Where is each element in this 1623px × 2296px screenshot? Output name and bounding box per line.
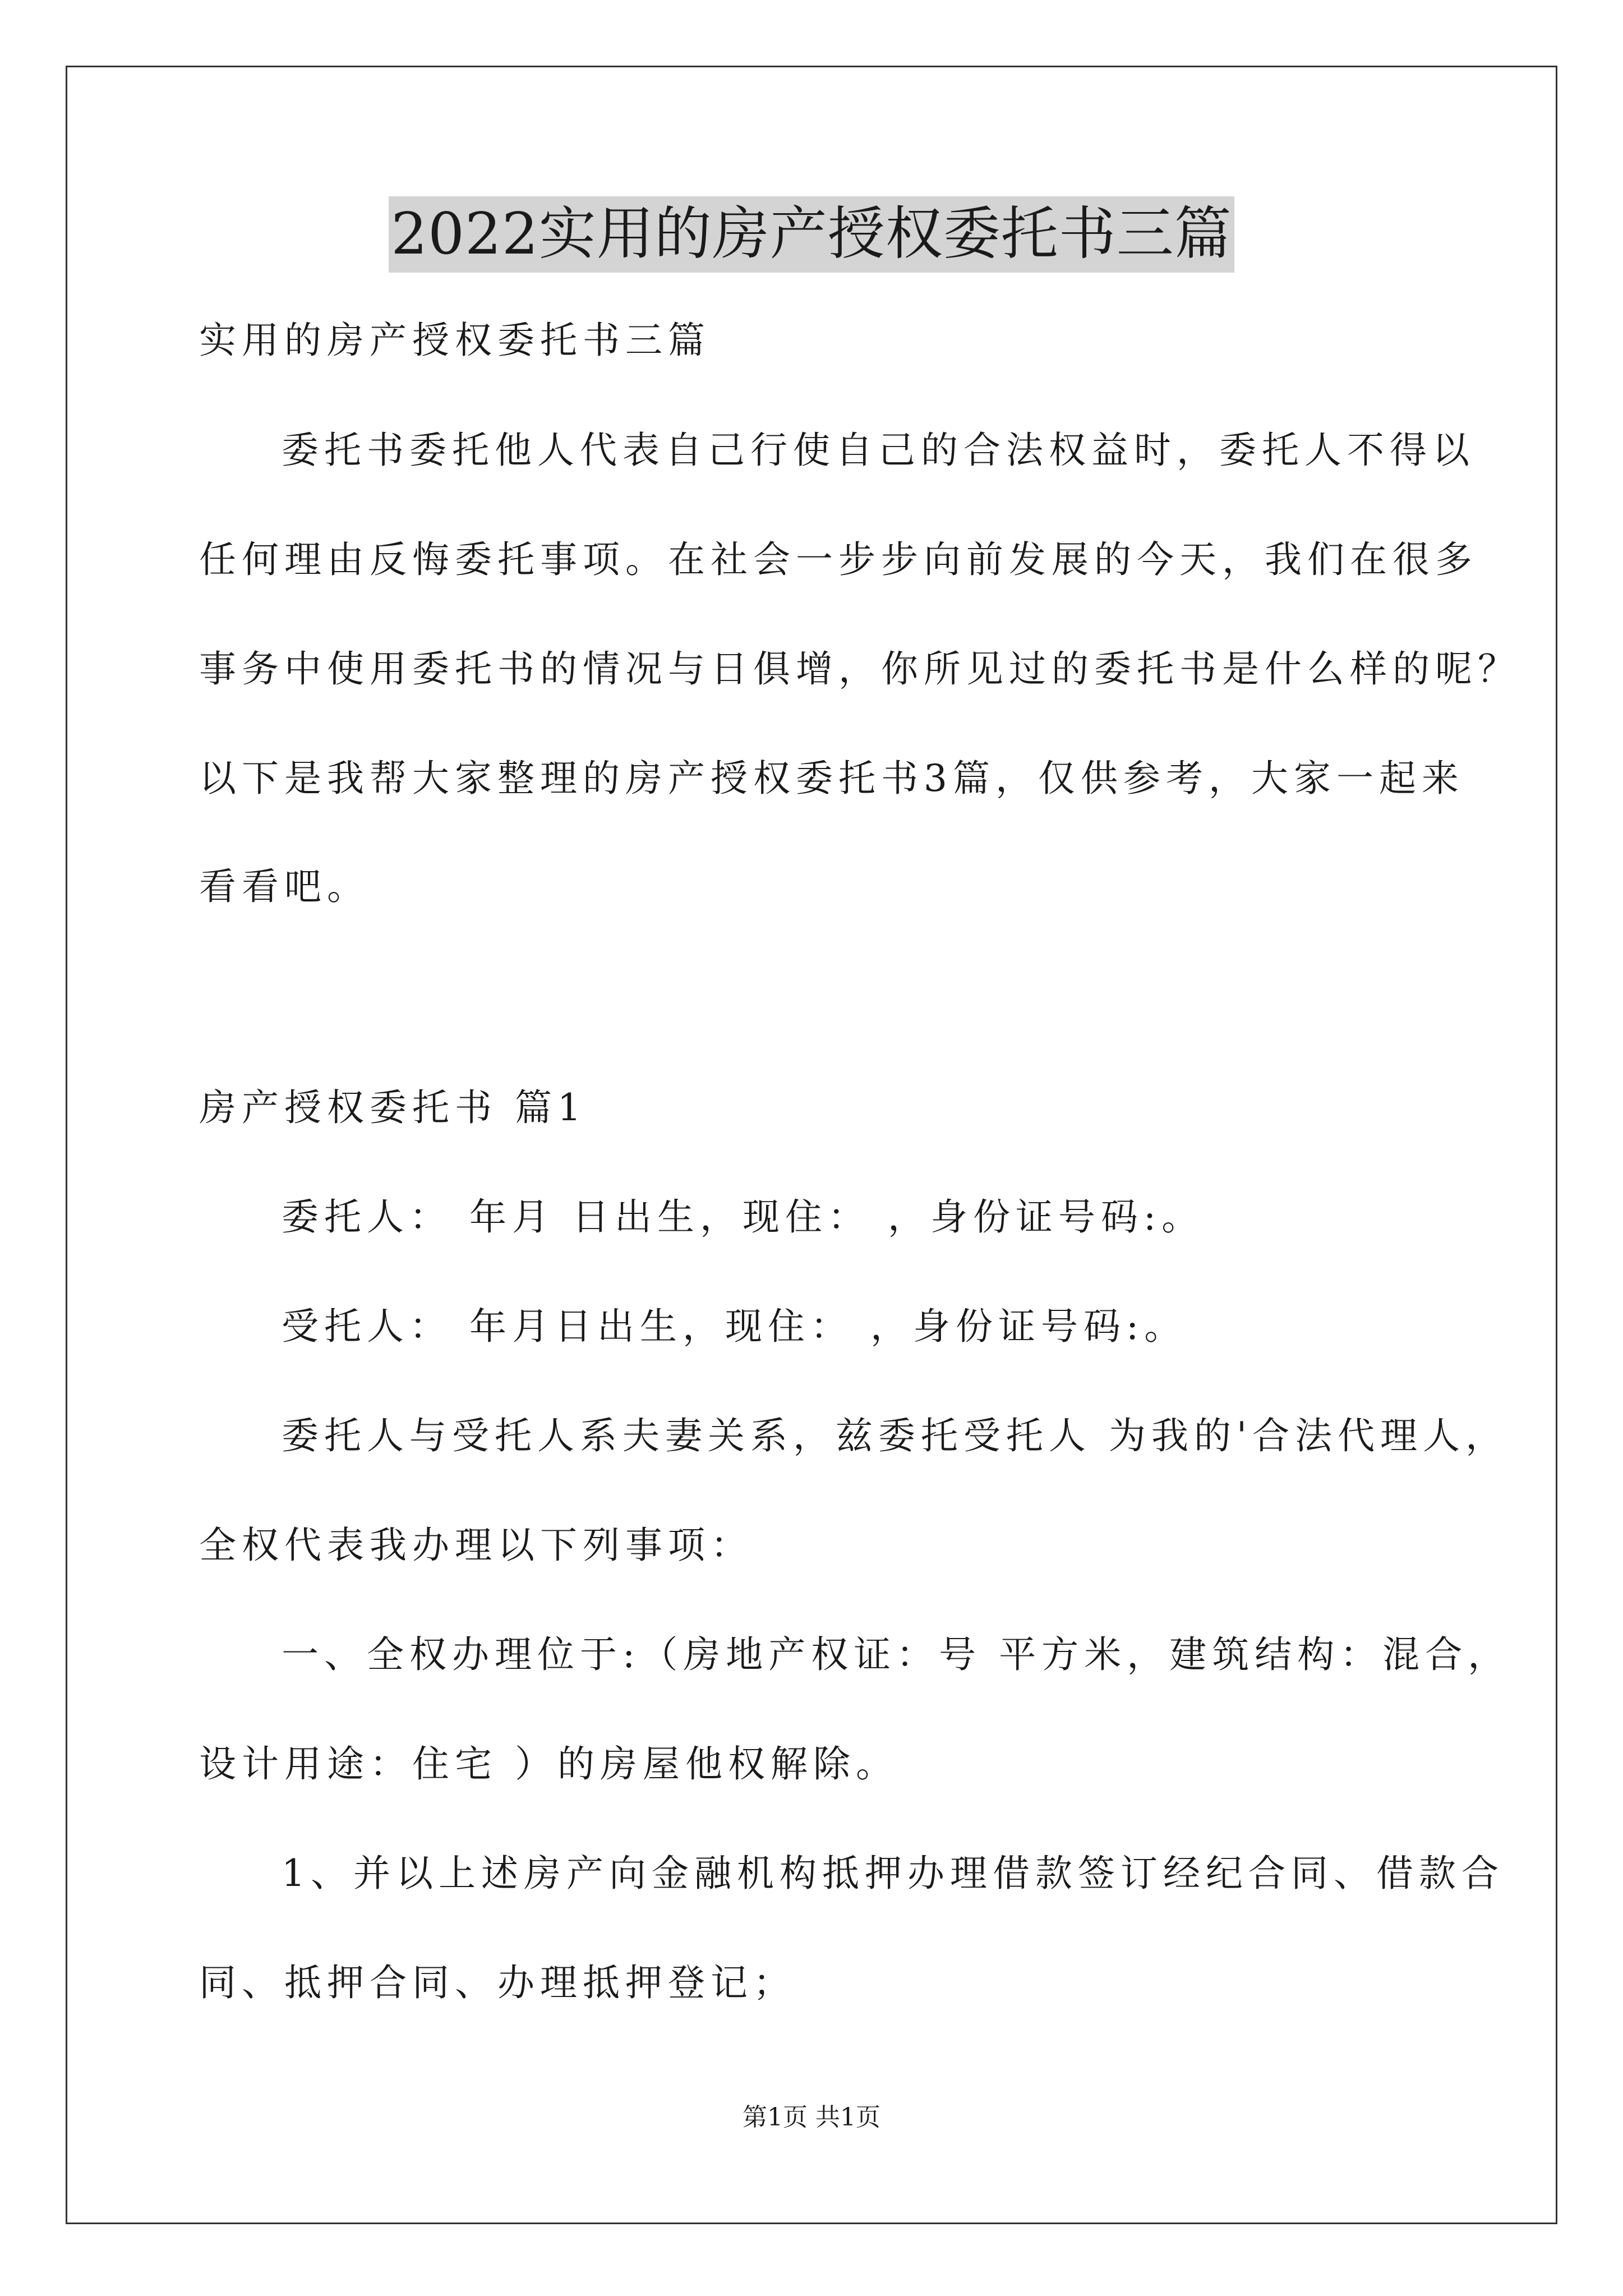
body-line: 委托人： 年月 日出生，现住： ，身份证号码:。 — [282, 1195, 1205, 1239]
body-line: 1、并以上述房产向金融机构抵押办理借款签订经纪合同、借款合 — [282, 1852, 1504, 1895]
intro-line: 委托书委托他人代表自己行使自己的合法权益时，委托人不得以 — [282, 429, 1475, 472]
body-line: 委托人与受托人系夫妻关系，兹委托受托人 为我的'合法代理人， — [282, 1414, 1509, 1457]
intro-line: 任何理由反悔委托事项。在社会一步步向前发展的今天，我们在很多 — [199, 538, 1478, 581]
title-container — [0, 196, 1623, 273]
body-line: 全权代表我办理以下列事项： — [199, 1524, 753, 1567]
section-heading: 房产授权委托书 篇1 — [199, 1086, 587, 1129]
intro-line: 以下是我帮大家整理的房产授权委托书3篇，仅供参考，大家一起来 — [199, 757, 1464, 800]
body-line: 设计用途：住宅 ）的房屋他权解除。 — [199, 1742, 898, 1786]
document-title: 2022实用的房产授权委托书三篇 — [389, 196, 1234, 273]
intro-line: 看看吧。 — [199, 865, 370, 908]
body-line: 一、全权办理位于:（房地产权证：号 平方米，建筑结构：混合， — [282, 1633, 1511, 1676]
document-subtitle: 实用的房产授权委托书三篇 — [199, 319, 711, 362]
page-footer: 第1页 共1页 — [743, 2103, 880, 2132]
intro-line: 事务中使用委托书的情况与日俱增，你所见过的委托书是什么样的呢？ — [199, 647, 1520, 691]
body-line: 同、抵押合同、办理抵押登记； — [199, 1961, 796, 2004]
body-line: 受托人： 年月日出生，现住： ，身份证号码:。 — [282, 1305, 1187, 1348]
page-border — [66, 66, 1557, 2224]
